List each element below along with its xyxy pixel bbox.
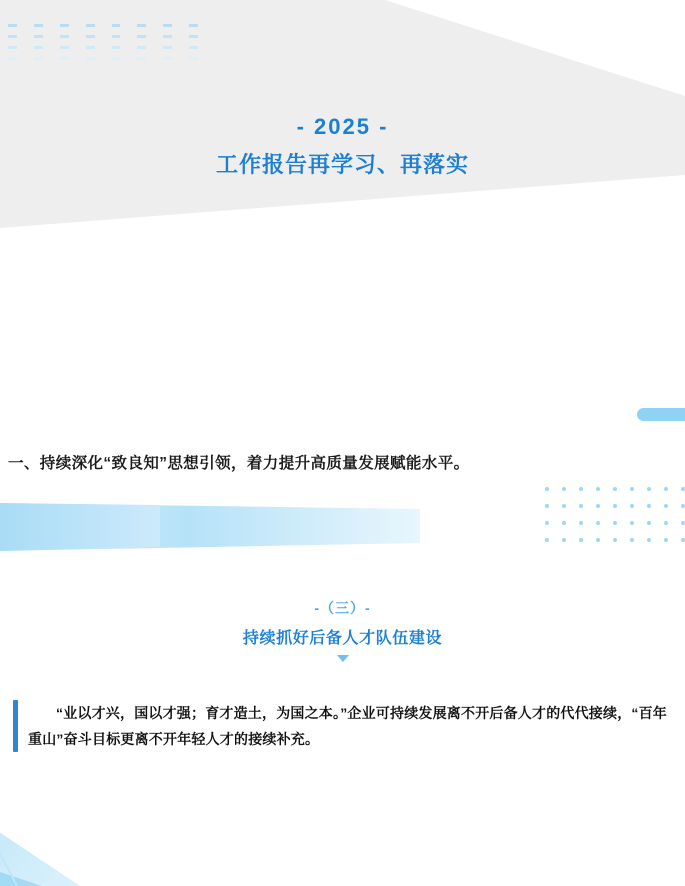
subsection-block <box>0 597 685 662</box>
document-title-block <box>0 112 685 182</box>
ribbon-band-accent <box>0 503 160 551</box>
body-paragraph-block <box>13 700 673 752</box>
subsection-index: -（三）- <box>314 600 371 616</box>
dash-grid-decoration <box>8 24 198 66</box>
paragraph-accent-bar <box>13 700 18 752</box>
subsection-title: 持续抓好后备人才队伍建设 <box>242 630 443 647</box>
footer-diagonal-line <box>0 756 131 886</box>
dot-matrix-decoration <box>485 487 685 567</box>
title-year: - 2025 - <box>296 114 389 139</box>
page-title: 工作报告再学习、再落实 <box>215 152 469 177</box>
footer-decorative-shapes <box>0 756 300 886</box>
section-heading: 一、持续深化“致良知”思想引领，着力提升高质量发展赋能水平。 <box>8 455 470 472</box>
triangle-down-icon <box>337 655 349 662</box>
body-paragraph: “业以才兴，国以才强；育才造土，为国之本。”企业可持续发展离不开后备人才的代代接续，“百年重山”奋斗目标更离不开年轻人才的接续补充。 <box>28 705 667 747</box>
right-edge-pill-decoration <box>637 408 685 421</box>
